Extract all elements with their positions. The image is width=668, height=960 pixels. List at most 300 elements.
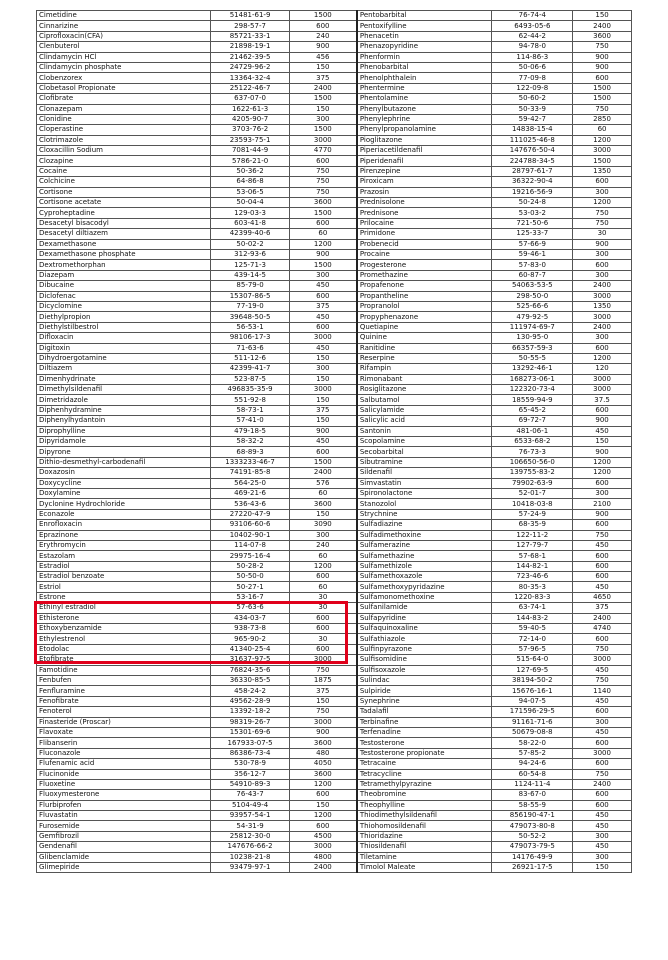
right-qty-cell: 600 [573, 405, 632, 415]
left-qty-cell: 150 [289, 800, 357, 810]
left-cas-cell: 10238-21-8 [211, 852, 289, 862]
left-cas-cell: 511-12-6 [211, 353, 289, 363]
left-name-cell: Dimethylsildenafil [37, 385, 211, 395]
right-name-cell: Pentoxifylline [357, 21, 492, 31]
left-cas-cell: 564-25-0 [211, 478, 289, 488]
left-name-cell: Estriol [37, 582, 211, 592]
table-row [37, 748, 632, 758]
right-cas-cell: 721-50-6 [492, 218, 573, 228]
table-row [37, 83, 632, 93]
right-name-cell: Sulfaquinoxaline [357, 624, 492, 634]
right-qty-cell: 1500 [573, 83, 632, 93]
right-name-cell: Phenobarbital [357, 62, 492, 72]
left-cas-cell: 965-90-2 [211, 634, 289, 644]
left-cas-cell: 551-92-8 [211, 395, 289, 405]
right-name-cell: Phenolphthalein [357, 73, 492, 83]
left-name-cell: Doxycycline [37, 478, 211, 488]
left-name-cell: Cloxacillin Sodium [37, 146, 211, 156]
right-name-cell: Testosterone propionate [357, 748, 492, 758]
left-qty-cell: 150 [289, 62, 357, 72]
right-cas-cell: 13292-46-1 [492, 364, 573, 374]
right-qty-cell: 600 [573, 790, 632, 800]
right-name-cell: Sulindac [357, 676, 492, 686]
left-cas-cell: 57-41-0 [211, 416, 289, 426]
right-qty-cell: 375 [573, 603, 632, 613]
right-cas-cell: 94-07-5 [492, 696, 573, 706]
left-qty-cell: 3000 [289, 135, 357, 145]
left-qty-cell: 300 [289, 530, 357, 540]
left-qty-cell: 300 [289, 114, 357, 124]
left-name-cell: Fenoterol [37, 707, 211, 717]
left-qty-cell: 3600 [289, 198, 357, 208]
right-qty-cell: 1200 [573, 353, 632, 363]
left-qty-cell: 3000 [289, 333, 357, 343]
table-row [37, 551, 632, 561]
right-qty-cell: 1200 [573, 198, 632, 208]
right-qty-cell: 37.5 [573, 395, 632, 405]
table-row [37, 301, 632, 311]
left-name-cell: Cimetidine [37, 11, 211, 21]
right-cas-cell: 53-03-2 [492, 208, 573, 218]
right-qty-cell: 1200 [573, 468, 632, 478]
table-row [37, 166, 632, 176]
right-name-cell: Probenecid [357, 239, 492, 249]
right-cas-cell: 125-33-7 [492, 229, 573, 239]
left-name-cell: Furosemide [37, 821, 211, 831]
right-cas-cell: 479073-80-8 [492, 821, 573, 831]
table-row [37, 831, 632, 841]
table-row [37, 530, 632, 540]
right-cas-cell: 168273-06-1 [492, 374, 573, 384]
right-cas-cell: 54063-53-5 [492, 281, 573, 291]
table-row [37, 613, 632, 623]
left-qty-cell: 600 [289, 613, 357, 623]
right-qty-cell: 3600 [573, 31, 632, 41]
right-qty-cell: 30 [573, 229, 632, 239]
right-cas-cell: 50-24-8 [492, 198, 573, 208]
left-qty-cell: 750 [289, 166, 357, 176]
right-name-cell: Phenylbutazone [357, 104, 492, 114]
left-name-cell: Dipyrone [37, 447, 211, 457]
right-cas-cell: 171596-29-5 [492, 707, 573, 717]
right-name-cell: Quetiapine [357, 322, 492, 332]
right-cas-cell: 52-01-7 [492, 488, 573, 498]
right-qty-cell: 300 [573, 270, 632, 280]
right-name-cell: Phenazopyridine [357, 42, 492, 52]
right-cas-cell: 1124-11-4 [492, 779, 573, 789]
right-cas-cell: 479-92-5 [492, 312, 573, 322]
left-qty-cell: 1500 [289, 94, 357, 104]
left-cas-cell: 356-12-7 [211, 769, 289, 779]
table-row [37, 426, 632, 436]
left-qty-cell: 3000 [289, 655, 357, 665]
table-row [37, 655, 632, 665]
left-qty-cell: 3000 [289, 842, 357, 852]
right-name-cell: Propranolol [357, 301, 492, 311]
left-cas-cell: 3703-76-2 [211, 125, 289, 135]
left-qty-cell: 4770 [289, 146, 357, 156]
right-name-cell: Terfenadine [357, 727, 492, 737]
left-name-cell: Gemfibrozil [37, 831, 211, 841]
left-qty-cell: 750 [289, 187, 357, 197]
left-name-cell: Dithio-desmethyl-carbodenafil [37, 457, 211, 467]
right-cas-cell: 57-68-1 [492, 551, 573, 561]
left-name-cell: Diltiazem [37, 364, 211, 374]
right-cas-cell: 144-82-1 [492, 561, 573, 571]
table-row [37, 738, 632, 748]
table-row [37, 125, 632, 135]
left-name-cell: Doxylamine [37, 488, 211, 498]
right-qty-cell: 600 [573, 177, 632, 187]
left-cas-cell: 39648-50-5 [211, 312, 289, 322]
left-name-cell: Erythromycin [37, 540, 211, 550]
left-cas-cell: 49562-28-9 [211, 696, 289, 706]
left-qty-cell: 900 [289, 727, 357, 737]
left-cas-cell: 50-28-2 [211, 561, 289, 571]
right-cas-cell: 58-22-0 [492, 738, 573, 748]
right-name-cell: Phentermine [357, 83, 492, 93]
left-name-cell: Difloxacin [37, 333, 211, 343]
right-qty-cell: 150 [573, 437, 632, 447]
left-cas-cell: 50-27-1 [211, 582, 289, 592]
right-name-cell: Primidone [357, 229, 492, 239]
right-name-cell: Rosiglitazone [357, 385, 492, 395]
left-qty-cell: 3000 [289, 717, 357, 727]
left-cas-cell: 24729-96-2 [211, 62, 289, 72]
left-cas-cell: 13364-32-4 [211, 73, 289, 83]
left-cas-cell: 27220-47-9 [211, 509, 289, 519]
right-cas-cell: 114-86-3 [492, 52, 573, 62]
right-cas-cell: 525-66-6 [492, 301, 573, 311]
left-name-cell: Etodolac [37, 644, 211, 654]
left-name-cell: Fluconazole [37, 748, 211, 758]
right-name-cell: Sulfamethizole [357, 561, 492, 571]
right-cas-cell: 856190-47-1 [492, 811, 573, 821]
right-cas-cell: 481-06-1 [492, 426, 573, 436]
right-qty-cell: 3000 [573, 374, 632, 384]
table-row [37, 73, 632, 83]
left-name-cell: Dihydroergotamine [37, 353, 211, 363]
right-qty-cell: 1350 [573, 301, 632, 311]
left-qty-cell: 300 [289, 364, 357, 374]
left-name-cell: Fenfluramine [37, 686, 211, 696]
left-name-cell: Fluoxetine [37, 779, 211, 789]
table-row [37, 634, 632, 644]
left-cas-cell: 74191-85-8 [211, 468, 289, 478]
right-name-cell: Synephrine [357, 696, 492, 706]
right-cas-cell: 68-35-9 [492, 520, 573, 530]
left-cas-cell: 637-07-0 [211, 94, 289, 104]
left-cas-cell: 21898-19-1 [211, 42, 289, 52]
right-qty-cell: 750 [573, 644, 632, 654]
left-name-cell: Ethisterone [37, 613, 211, 623]
left-cas-cell: 147676-66-2 [211, 842, 289, 852]
right-qty-cell: 2400 [573, 322, 632, 332]
left-name-cell: Dibucaine [37, 281, 211, 291]
right-qty-cell: 750 [573, 218, 632, 228]
left-cas-cell: 114-07-8 [211, 540, 289, 550]
left-cas-cell: 98319-26-7 [211, 717, 289, 727]
table-row [37, 208, 632, 218]
right-cas-cell: 14838-15-4 [492, 125, 573, 135]
left-qty-cell: 1200 [289, 239, 357, 249]
table-row [37, 624, 632, 634]
right-name-cell: Piperiacetildenafil [357, 146, 492, 156]
right-qty-cell: 600 [573, 561, 632, 571]
left-name-cell: Estrone [37, 592, 211, 602]
left-name-cell: Flucinonide [37, 769, 211, 779]
right-qty-cell: 600 [573, 73, 632, 83]
right-qty-cell: 600 [573, 520, 632, 530]
right-qty-cell: 600 [573, 551, 632, 561]
right-qty-cell: 750 [573, 769, 632, 779]
left-name-cell: Eprazinone [37, 530, 211, 540]
substance-table [36, 10, 632, 873]
left-cas-cell: 58-32-2 [211, 437, 289, 447]
table-row [37, 457, 632, 467]
table-row [37, 727, 632, 737]
left-name-cell: Clozapine [37, 156, 211, 166]
left-cas-cell: 458-24-2 [211, 686, 289, 696]
right-qty-cell: 3000 [573, 385, 632, 395]
right-qty-cell: 750 [573, 208, 632, 218]
left-cas-cell: 4205-90-7 [211, 114, 289, 124]
left-qty-cell: 3600 [289, 769, 357, 779]
left-cas-cell: 42399-40-6 [211, 229, 289, 239]
right-name-cell: Sulpiride [357, 686, 492, 696]
table-row [37, 499, 632, 509]
left-qty-cell: 1500 [289, 125, 357, 135]
left-qty-cell: 1500 [289, 260, 357, 270]
right-qty-cell: 300 [573, 249, 632, 259]
left-name-cell: Fenbufen [37, 676, 211, 686]
left-qty-cell: 150 [289, 353, 357, 363]
left-cas-cell: 439-14-5 [211, 270, 289, 280]
table-row [37, 333, 632, 343]
left-cas-cell: 36330-85-5 [211, 676, 289, 686]
left-qty-cell: 375 [289, 405, 357, 415]
left-qty-cell: 2400 [289, 468, 357, 478]
left-name-cell: Ethoxybenzamide [37, 624, 211, 634]
left-qty-cell: 900 [289, 249, 357, 259]
right-name-cell: Phenformin [357, 52, 492, 62]
left-qty-cell: 4500 [289, 831, 357, 841]
left-cas-cell: 15301-69-6 [211, 727, 289, 737]
right-cas-cell: 147676-50-4 [492, 146, 573, 156]
left-cas-cell: 938-73-8 [211, 624, 289, 634]
table-row [37, 759, 632, 769]
table-row [37, 218, 632, 228]
left-qty-cell: 750 [289, 707, 357, 717]
left-qty-cell: 450 [289, 312, 357, 322]
left-cas-cell: 312-93-6 [211, 249, 289, 259]
left-name-cell: Gendenafil [37, 842, 211, 852]
left-name-cell: Diethylpropion [37, 312, 211, 322]
left-cas-cell: 53-16-7 [211, 592, 289, 602]
right-name-cell: Piroxicam [357, 177, 492, 187]
left-qty-cell: 150 [289, 374, 357, 384]
right-name-cell: Prilocaine [357, 218, 492, 228]
table-row [37, 852, 632, 862]
right-name-cell: Spironolactone [357, 488, 492, 498]
right-name-cell: Secobarbital [357, 447, 492, 457]
left-name-cell: Enrofloxacin [37, 520, 211, 530]
table-row [37, 478, 632, 488]
left-name-cell: Dyclonine Hydrochloride [37, 499, 211, 509]
right-cas-cell: 59-42-7 [492, 114, 573, 124]
right-cas-cell: 57-66-9 [492, 239, 573, 249]
left-cas-cell: 167933-07-5 [211, 738, 289, 748]
left-cas-cell: 50-02-2 [211, 239, 289, 249]
left-qty-cell: 1500 [289, 11, 357, 21]
left-name-cell: Ethylestrenol [37, 634, 211, 644]
left-cas-cell: 10402-90-1 [211, 530, 289, 540]
right-name-cell: Prednisone [357, 208, 492, 218]
right-qty-cell: 3000 [573, 748, 632, 758]
left-name-cell: Digitoxin [37, 343, 211, 353]
right-name-cell: Promethazine [357, 270, 492, 280]
left-cas-cell: 93957-54-1 [211, 811, 289, 821]
table-row [37, 135, 632, 145]
left-cas-cell: 25812-30-0 [211, 831, 289, 841]
table-row [37, 520, 632, 530]
right-name-cell: Sulfathiazole [357, 634, 492, 644]
left-name-cell: Cocaine [37, 166, 211, 176]
substance-table-sheet [36, 10, 632, 873]
left-name-cell: Econazole [37, 509, 211, 519]
left-qty-cell: 600 [289, 322, 357, 332]
right-cas-cell: 515-64-0 [492, 655, 573, 665]
left-cas-cell: 29975-16-4 [211, 551, 289, 561]
left-name-cell: Glibenclamide [37, 852, 211, 862]
right-name-cell: Theophylline [357, 800, 492, 810]
left-cas-cell: 7081-44-9 [211, 146, 289, 156]
right-name-cell: Tetracaine [357, 759, 492, 769]
right-qty-cell: 750 [573, 676, 632, 686]
right-qty-cell: 1140 [573, 686, 632, 696]
table-row [37, 863, 632, 873]
right-cas-cell: 63-74-1 [492, 603, 573, 613]
table-row [37, 603, 632, 613]
right-cas-cell: 57-85-2 [492, 748, 573, 758]
left-qty-cell: 576 [289, 478, 357, 488]
table-row [37, 114, 632, 124]
left-cas-cell: 434-03-7 [211, 613, 289, 623]
right-cas-cell: 122320-73-4 [492, 385, 573, 395]
table-row [37, 42, 632, 52]
left-cas-cell: 129-03-3 [211, 208, 289, 218]
left-cas-cell: 57-63-6 [211, 603, 289, 613]
left-cas-cell: 41340-25-4 [211, 644, 289, 654]
table-row [37, 94, 632, 104]
right-name-cell: Sulfamethoxypyridazine [357, 582, 492, 592]
right-qty-cell: 600 [573, 572, 632, 582]
right-qty-cell: 300 [573, 187, 632, 197]
left-qty-cell: 600 [289, 572, 357, 582]
right-name-cell: Testosterone [357, 738, 492, 748]
left-name-cell: Clindamycin phosphate [37, 62, 211, 72]
left-name-cell: Dimetridazole [37, 395, 211, 405]
left-cas-cell: 23593-75-1 [211, 135, 289, 145]
right-qty-cell: 450 [573, 842, 632, 852]
left-name-cell: Clindamycin HCl [37, 52, 211, 62]
right-cas-cell: 77-09-8 [492, 73, 573, 83]
right-qty-cell: 2400 [573, 21, 632, 31]
table-row [37, 686, 632, 696]
left-qty-cell: 30 [289, 634, 357, 644]
right-qty-cell: 900 [573, 416, 632, 426]
left-name-cell: Clobenzorex [37, 73, 211, 83]
left-qty-cell: 900 [289, 426, 357, 436]
right-qty-cell: 450 [573, 727, 632, 737]
left-cas-cell: 71-63-6 [211, 343, 289, 353]
right-cas-cell: 83-67-0 [492, 790, 573, 800]
left-qty-cell: 2400 [289, 83, 357, 93]
right-cas-cell: 57-24-9 [492, 509, 573, 519]
left-cas-cell: 54910-89-3 [211, 779, 289, 789]
right-cas-cell: 144-83-2 [492, 613, 573, 623]
right-name-cell: Prazosin [357, 187, 492, 197]
right-qty-cell: 450 [573, 582, 632, 592]
left-qty-cell: 900 [289, 42, 357, 52]
left-cas-cell: 93106-60-6 [211, 520, 289, 530]
left-qty-cell: 150 [289, 509, 357, 519]
right-name-cell: Stanozolol [357, 499, 492, 509]
left-cas-cell: 58-73-1 [211, 405, 289, 415]
right-qty-cell: 750 [573, 42, 632, 52]
left-qty-cell: 600 [289, 821, 357, 831]
right-name-cell: Terbinafine [357, 717, 492, 727]
left-qty-cell: 450 [289, 437, 357, 447]
left-name-cell: Fenofibrate [37, 696, 211, 706]
right-cas-cell: 139755-83-2 [492, 468, 573, 478]
table-row [37, 374, 632, 384]
table-row [37, 790, 632, 800]
right-name-cell: Piperidenafil [357, 156, 492, 166]
left-qty-cell: 600 [289, 291, 357, 301]
right-cas-cell: 479073-79-5 [492, 842, 573, 852]
table-row [37, 322, 632, 332]
right-cas-cell: 79902-63-9 [492, 478, 573, 488]
left-qty-cell: 1500 [289, 208, 357, 218]
left-name-cell: Doxazosin [37, 468, 211, 478]
left-cas-cell: 56-53-1 [211, 322, 289, 332]
table-row [37, 21, 632, 31]
right-qty-cell: 1500 [573, 156, 632, 166]
right-cas-cell: 62-44-2 [492, 31, 573, 41]
left-cas-cell: 31637-97-5 [211, 655, 289, 665]
left-name-cell: Flufenamic acid [37, 759, 211, 769]
table-row [37, 468, 632, 478]
right-qty-cell: 900 [573, 52, 632, 62]
right-cas-cell: 57-83-0 [492, 260, 573, 270]
right-name-cell: Sulfisoxazole [357, 665, 492, 675]
left-qty-cell: 450 [289, 281, 357, 291]
left-name-cell: Clonazepam [37, 104, 211, 114]
table-row [37, 592, 632, 602]
left-cas-cell: 1333233-46-7 [211, 457, 289, 467]
table-row [37, 353, 632, 363]
left-qty-cell: 2400 [289, 863, 357, 873]
table-row [37, 364, 632, 374]
left-qty-cell: 3000 [289, 385, 357, 395]
right-name-cell: Sildenafil [357, 468, 492, 478]
left-qty-cell: 600 [289, 447, 357, 457]
table-row [37, 811, 632, 821]
right-name-cell: Simvastatin [357, 478, 492, 488]
left-qty-cell: 3600 [289, 738, 357, 748]
right-name-cell: Sulfanilamide [357, 603, 492, 613]
